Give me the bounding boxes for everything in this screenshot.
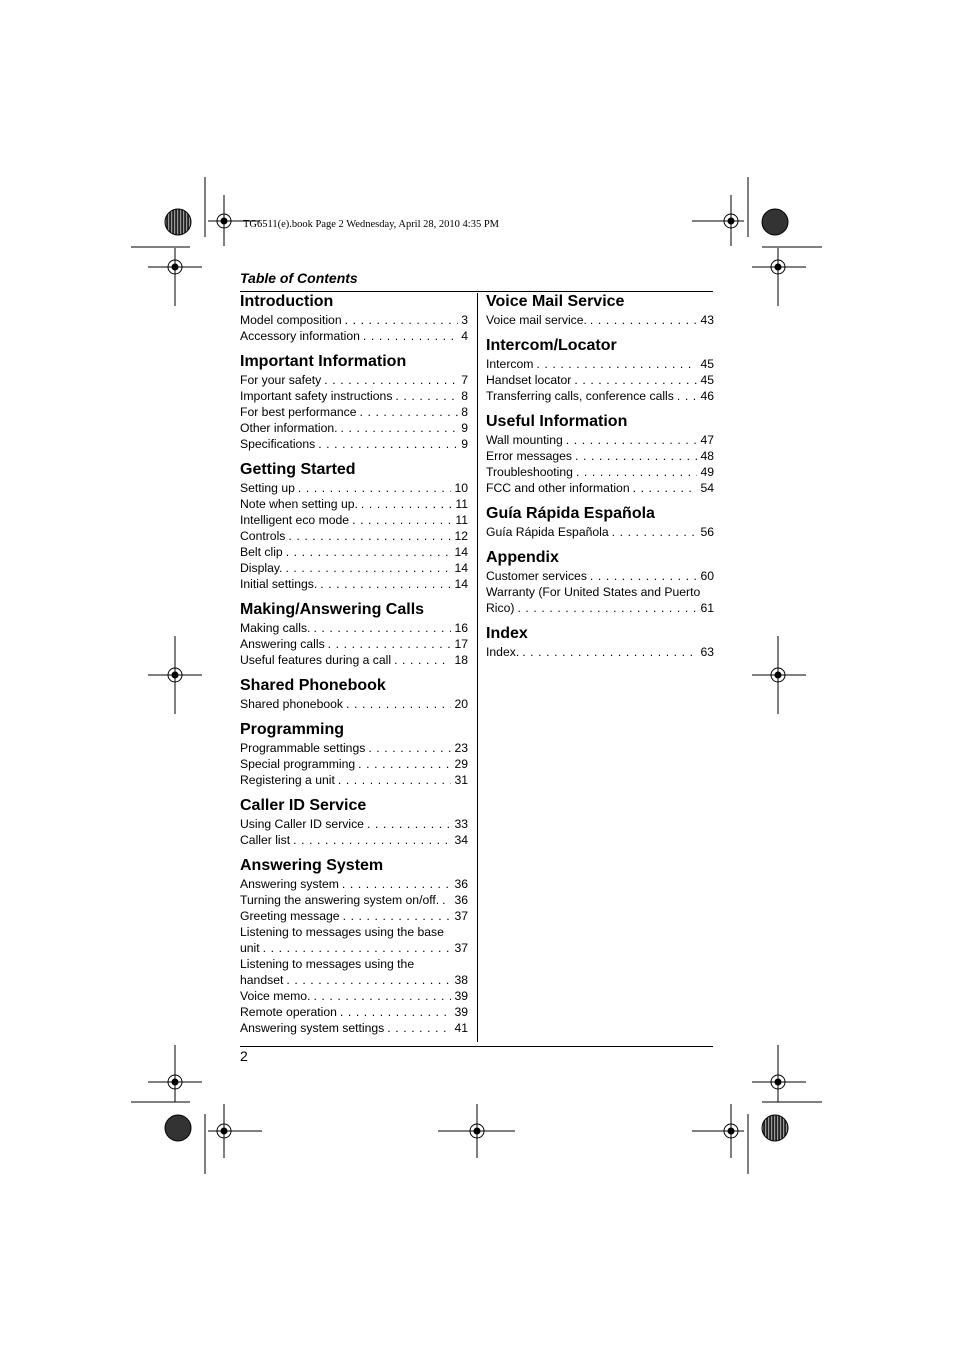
dot-leader — [293, 832, 451, 848]
dot-leader — [313, 988, 451, 1004]
toc-entry[interactable] — [486, 356, 714, 372]
dot-leader — [298, 480, 452, 496]
dot-leader — [328, 636, 452, 652]
entry-page-number: 8 — [461, 405, 468, 419]
dot-leader — [340, 1004, 452, 1020]
dot-leader — [313, 620, 451, 636]
toc-entry[interactable] — [240, 328, 468, 344]
section-title[interactable]: Answering System — [240, 857, 384, 874]
entry-label: Model composition — [240, 313, 342, 327]
toc-entry[interactable] — [240, 372, 468, 388]
section-title[interactable]: Important Information — [240, 353, 407, 370]
entry-label: Warranty (For United States and Puerto — [486, 585, 701, 599]
section-title[interactable]: Appendix — [486, 549, 559, 566]
toc-section — [240, 292, 468, 344]
entry-page-number: 14 — [454, 577, 468, 591]
entry-page-number: 60 — [700, 569, 714, 583]
section-title[interactable]: Getting Started — [240, 461, 356, 478]
entry-label: unit — [240, 941, 260, 955]
toc-entry[interactable] — [486, 448, 714, 464]
entry-label: Intelligent eco mode — [240, 513, 350, 527]
entry-page-number: 8 — [461, 389, 468, 403]
entry-label: Useful features during a call — [240, 653, 392, 667]
entry-page-number: 14 — [454, 561, 468, 575]
entry-page-number: 11 — [455, 513, 468, 527]
dot-leader — [633, 480, 698, 496]
toc-entry[interactable] — [240, 560, 468, 576]
section-title[interactable]: Introduction — [240, 293, 334, 310]
entry-label: Answering system settings — [240, 1021, 385, 1035]
dot-leader — [522, 644, 697, 660]
toc-entry[interactable] — [486, 388, 714, 404]
dot-leader — [442, 892, 451, 908]
entry-label: Error messages — [486, 449, 573, 463]
toc-entry[interactable] — [240, 816, 468, 832]
dot-leader — [341, 420, 459, 436]
toc-entry[interactable] — [240, 756, 468, 772]
entry-page-number: 20 — [454, 697, 468, 711]
toc-entry[interactable] — [240, 480, 468, 496]
entry-page-number: 61 — [700, 601, 714, 615]
entry-page-number: 36 — [454, 877, 468, 891]
toc-entry[interactable] — [486, 568, 714, 584]
toc-entry[interactable] — [240, 772, 468, 788]
toc-section — [486, 336, 714, 404]
toc-section — [486, 292, 714, 328]
section-title[interactable]: Making/Answering Calls — [240, 601, 425, 618]
toc-entry[interactable] — [240, 496, 468, 512]
toc-entry[interactable] — [240, 988, 468, 1004]
entry-label: Caller list — [240, 833, 291, 847]
page-number: 2 — [240, 1048, 248, 1064]
entry-label: Important safety instructions — [240, 389, 393, 403]
dot-leader — [517, 600, 697, 616]
section-title[interactable]: Index — [486, 625, 528, 642]
dot-leader — [395, 388, 458, 404]
entry-page-number: 37 — [454, 941, 468, 955]
entry-page-number: 45 — [700, 373, 714, 387]
toc-entry[interactable] — [486, 464, 714, 480]
entry-label: Using Caller ID service — [240, 817, 364, 831]
bottom-rule — [240, 1046, 713, 1047]
entry-page-number: 7 — [461, 373, 468, 387]
toc-entry[interactable] — [240, 576, 468, 592]
dot-leader — [566, 432, 698, 448]
entry-label: Greeting message — [240, 909, 340, 923]
section-title[interactable]: Voice Mail Service — [486, 293, 625, 310]
dot-leader — [590, 568, 698, 584]
entry-page-number: 12 — [454, 529, 468, 543]
toc-left-column — [240, 292, 468, 1044]
print-header: TG6511(e).book Page 2 Wednesday, April 28, 2010 4:35 PM — [243, 219, 499, 230]
entry-page-number: 46 — [700, 389, 714, 403]
entry-label: Voice memo. — [240, 989, 311, 1003]
toc-entry[interactable] — [240, 940, 468, 956]
entry-page-number: 38 — [454, 973, 468, 987]
toc-section — [486, 504, 714, 540]
toc-entry[interactable] — [240, 420, 468, 436]
dot-leader — [286, 544, 452, 560]
entry-page-number: 43 — [700, 313, 714, 327]
entry-label: Specifications — [240, 437, 316, 451]
toc-section — [486, 412, 714, 496]
dot-leader — [345, 312, 459, 328]
section-title[interactable]: Guía Rápida Española — [486, 505, 655, 522]
entry-label: For best performance — [240, 405, 357, 419]
dot-leader — [536, 356, 697, 372]
dot-leader — [338, 772, 452, 788]
entry-page-number: 16 — [454, 621, 468, 635]
entry-label: For your safety — [240, 373, 322, 387]
dot-leader — [288, 528, 451, 544]
toc-entry[interactable] — [486, 312, 714, 328]
entry-page-number: 17 — [454, 637, 468, 651]
entry-label: Setting up — [240, 481, 295, 495]
toc-section — [240, 856, 468, 1036]
dot-leader — [368, 740, 451, 756]
dot-leader — [358, 756, 451, 772]
entry-page-number: 9 — [461, 421, 468, 435]
entry-page-number: 45 — [700, 357, 714, 371]
dot-leader — [318, 436, 458, 452]
dot-leader — [342, 876, 452, 892]
entry-page-number: 3 — [461, 313, 468, 327]
dot-leader — [387, 1020, 451, 1036]
toc-right-column — [486, 292, 714, 668]
toc-section — [240, 676, 468, 712]
entry-label: Other information. — [240, 421, 338, 435]
entry-page-number: 4 — [461, 329, 468, 343]
dot-leader — [361, 496, 452, 512]
entry-page-number: 18 — [454, 653, 468, 667]
dot-leader — [360, 404, 459, 420]
entry-page-number: 34 — [454, 833, 468, 847]
toc-entry[interactable] — [240, 652, 468, 668]
toc-entry[interactable] — [240, 544, 468, 560]
dot-leader — [367, 816, 451, 832]
toc-entry[interactable] — [240, 620, 468, 636]
entry-page-number: 41 — [454, 1021, 468, 1035]
entry-label: Special programming — [240, 757, 356, 771]
toc-entry[interactable] — [240, 512, 468, 528]
entry-label: Rico) — [486, 601, 515, 615]
toc-entry[interactable] — [486, 480, 714, 496]
entry-label: Belt clip — [240, 545, 283, 559]
toc-entry[interactable] — [486, 372, 714, 388]
entry-label: Transferring calls, conference calls — [486, 389, 674, 403]
entry-label: Answering system — [240, 877, 339, 891]
toc-entry[interactable] — [240, 892, 468, 908]
toc-entry[interactable] — [240, 636, 468, 652]
toc-entry[interactable] — [486, 600, 714, 616]
toc-entry[interactable] — [486, 524, 714, 540]
toc-section — [486, 548, 714, 616]
toc-entry[interactable] — [240, 388, 468, 404]
dot-leader — [286, 972, 451, 988]
entry-label: Index. — [486, 645, 520, 659]
toc-entry[interactable] — [240, 740, 468, 756]
toc-section — [486, 624, 714, 660]
toc-entry[interactable] — [240, 312, 468, 328]
toc-entry[interactable] — [240, 1004, 468, 1020]
entry-label: Answering calls — [240, 637, 325, 651]
toc-entry[interactable] — [240, 956, 468, 972]
entry-label: Initial settings. — [240, 577, 318, 591]
dot-leader — [320, 576, 451, 592]
entry-page-number: 54 — [700, 481, 714, 495]
dot-leader — [677, 388, 698, 404]
toc-section — [240, 352, 468, 452]
entry-page-number: 39 — [454, 989, 468, 1003]
entry-page-number: 31 — [454, 773, 468, 787]
dot-leader — [612, 524, 698, 540]
toc-entry[interactable] — [240, 1020, 468, 1036]
section-title[interactable]: Intercom/Locator — [486, 337, 617, 354]
entry-label: Listening to messages using the base — [240, 925, 444, 939]
entry-label: FCC and other information — [486, 481, 630, 495]
dot-leader — [363, 328, 458, 344]
toc-section — [240, 796, 468, 848]
entry-label: Voice mail service. — [486, 313, 587, 327]
dot-leader — [576, 464, 697, 480]
entry-label: Intercom — [486, 357, 534, 371]
entry-label: Making calls. — [240, 621, 311, 635]
entry-label: handset — [240, 973, 284, 987]
entry-page-number: 37 — [454, 909, 468, 923]
entry-label: Turning the answering system on/off. — [240, 893, 440, 907]
entry-label: Handset locator — [486, 373, 572, 387]
dot-leader — [575, 448, 697, 464]
dot-leader — [346, 696, 451, 712]
entry-label: Troubleshooting — [486, 465, 573, 479]
dot-leader — [590, 312, 698, 328]
entry-page-number: 29 — [454, 757, 468, 771]
entry-label: Accessory information — [240, 329, 360, 343]
dot-leader — [394, 652, 451, 668]
entry-label: Programmable settings — [240, 741, 366, 755]
dot-leader — [324, 372, 458, 388]
toc-section — [240, 460, 468, 592]
entry-page-number: 10 — [454, 481, 468, 495]
entry-label: Controls — [240, 529, 286, 543]
toc-entry[interactable] — [240, 908, 468, 924]
entry-page-number: 39 — [454, 1005, 468, 1019]
toc-entry[interactable] — [486, 432, 714, 448]
entry-page-number: 48 — [700, 449, 714, 463]
toc-section — [240, 720, 468, 788]
toc-entry[interactable] — [240, 696, 468, 712]
section-title[interactable]: Useful Information — [486, 413, 628, 430]
dot-leader — [263, 940, 452, 956]
toc-entry[interactable] — [240, 924, 468, 940]
entry-label: Guía Rápida Española — [486, 525, 609, 539]
entry-label: Wall mounting — [486, 433, 563, 447]
entry-page-number: 47 — [700, 433, 714, 447]
toc-entry[interactable] — [240, 972, 468, 988]
entry-page-number: 56 — [700, 525, 714, 539]
toc-section — [240, 600, 468, 668]
entry-page-number: 14 — [454, 545, 468, 559]
toc-entry[interactable] — [240, 832, 468, 848]
entry-page-number: 36 — [454, 893, 468, 907]
page-title: Table of Contents — [240, 270, 358, 286]
dot-leader — [574, 372, 697, 388]
section-title[interactable]: Caller ID Service — [240, 797, 367, 814]
toc-entry[interactable] — [486, 584, 714, 600]
dot-leader — [352, 512, 452, 528]
entry-label: Customer services — [486, 569, 587, 583]
entry-label: Shared phonebook — [240, 697, 344, 711]
toc-entry[interactable] — [240, 404, 468, 420]
toc-entry[interactable] — [240, 436, 468, 452]
entry-label: Listening to messages using the — [240, 957, 415, 971]
toc-entry[interactable] — [486, 644, 714, 660]
entry-label: Note when setting up. — [240, 497, 358, 511]
entry-page-number: 9 — [461, 437, 468, 451]
entry-page-number: 33 — [454, 817, 468, 831]
entry-label: Remote operation — [240, 1005, 337, 1019]
section-title[interactable]: Shared Phonebook — [240, 677, 386, 694]
dot-leader — [285, 560, 451, 576]
toc-entry[interactable] — [240, 876, 468, 892]
entry-page-number: 23 — [454, 741, 468, 755]
toc-entry[interactable] — [240, 528, 468, 544]
entry-label: Registering a unit — [240, 773, 335, 787]
dot-leader — [343, 908, 452, 924]
entry-label: Display. — [240, 561, 283, 575]
section-title[interactable]: Programming — [240, 721, 345, 738]
column-divider — [477, 293, 478, 1042]
entry-page-number: 63 — [700, 645, 714, 659]
entry-page-number: 11 — [455, 497, 468, 511]
entry-page-number: 49 — [700, 465, 714, 479]
